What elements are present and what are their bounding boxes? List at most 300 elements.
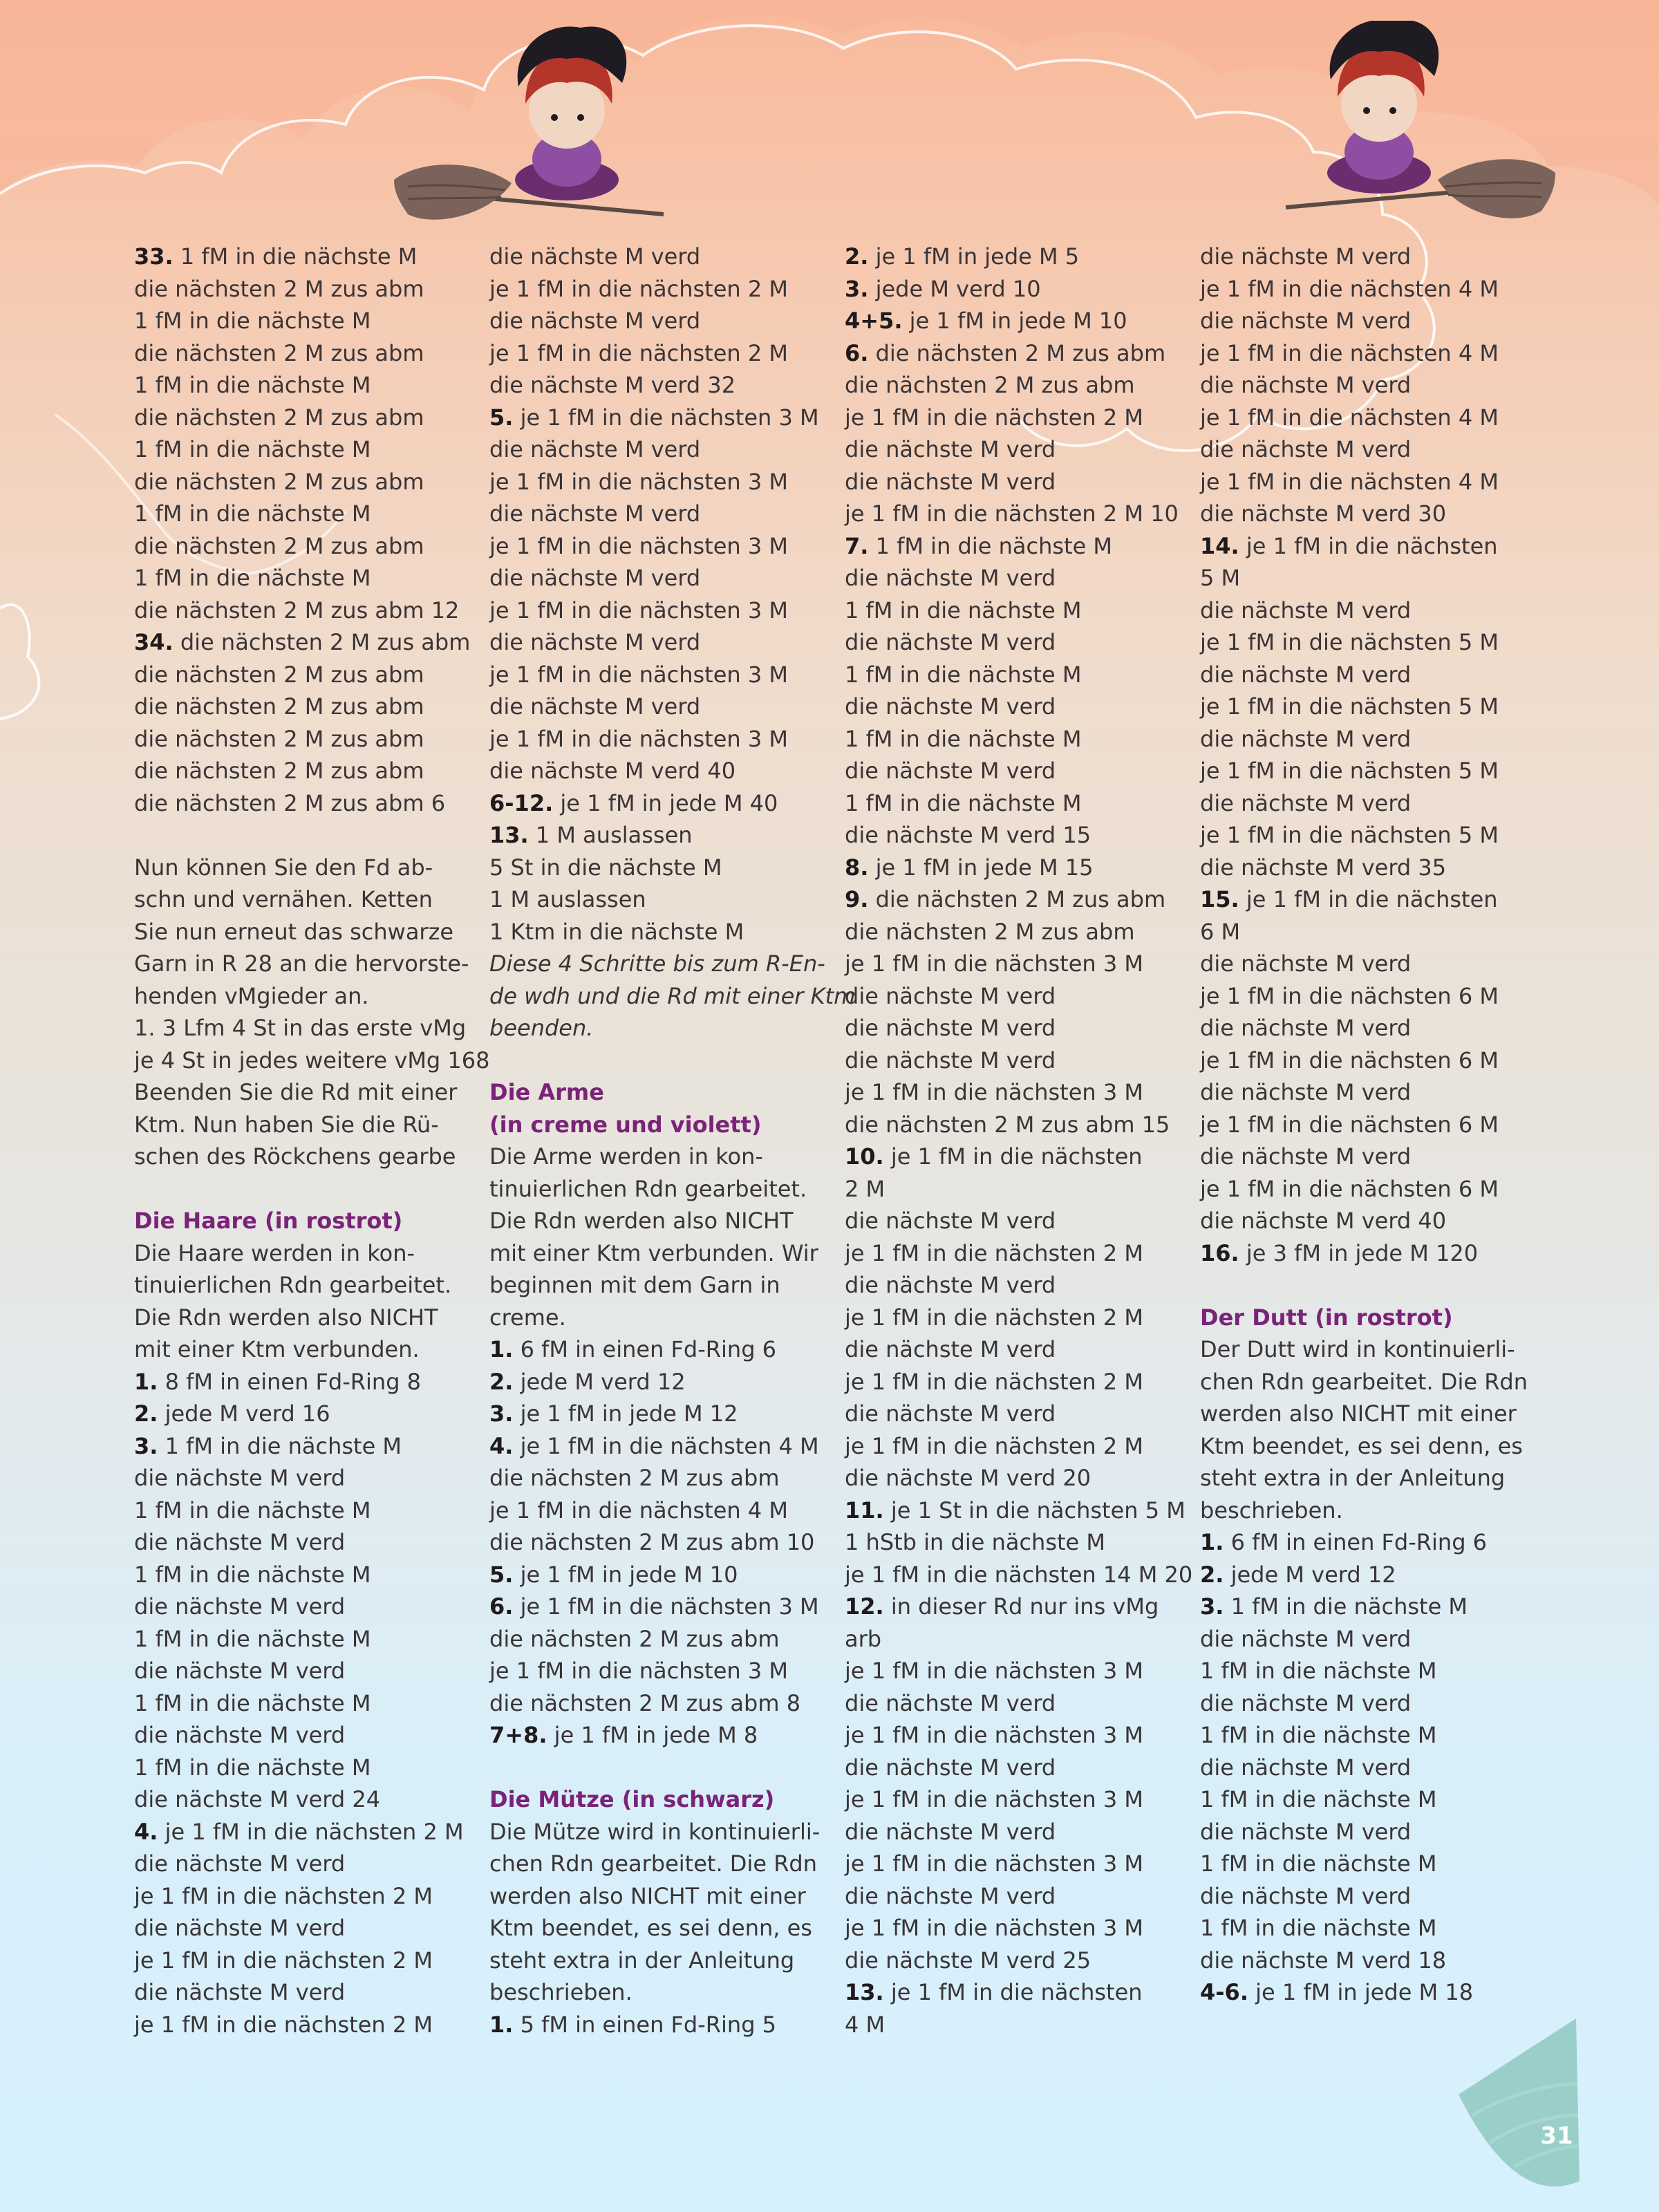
round-instruction: 1 fM in die nächste M xyxy=(1224,1593,1468,1620)
instruction-line: die nächste M verd xyxy=(489,308,701,334)
round-instruction: die nächsten 2 M zus abm xyxy=(868,886,1166,912)
round-number: 9. xyxy=(845,886,869,912)
instruction-line: Der Dutt wird in kontinuierli- xyxy=(1200,1336,1515,1362)
round-instruction: je 1 fM in die nächsten xyxy=(1239,886,1498,912)
instruction-line: 1 fM in die nächste M xyxy=(1200,1850,1437,1877)
instruction-line: die nächste M verd xyxy=(1200,1079,1412,1105)
instruction-line: 1 fM in die nächste M xyxy=(1200,1658,1437,1684)
instruction-line: die nächste M verd xyxy=(1200,243,1412,270)
instruction-line: 5 St in die nächste M xyxy=(489,854,722,881)
round-instruction: je 1 fM in die nächsten xyxy=(883,1979,1143,2005)
instruction-line: die nächste M verd xyxy=(845,1336,1056,1362)
round-instruction: je 1 fM in jede M 10 xyxy=(513,1561,738,1588)
instruction-line: je 1 fM in die nächsten 3 M xyxy=(845,1915,1143,1941)
round-number: 4. xyxy=(134,1818,158,1845)
instruction-line: die nächste M verd xyxy=(489,565,701,591)
instruction-line: die nächste M verd xyxy=(845,1689,1056,1716)
round-number: 1. xyxy=(489,1336,514,1362)
instruction-note: beenden. xyxy=(489,1015,594,1041)
instruction-line: je 1 fM in die nächsten 4 M xyxy=(1200,404,1499,431)
round-step xyxy=(845,1141,1190,1173)
instruction-line: 1 Ktm in die nächste M xyxy=(489,918,744,945)
instruction-line: je 1 fM in die nächsten 2 M xyxy=(845,1239,1143,1266)
instruction-line: je 1 fM in die nächsten 2 M xyxy=(489,275,788,302)
round-number: 1. xyxy=(1200,1529,1224,1555)
instruction-line: schn und vernähen. Ketten xyxy=(134,886,433,912)
round-number: 5. xyxy=(489,404,514,431)
instruction-line: die nächsten 2 M zus abm xyxy=(134,404,424,431)
instruction-line: die nächsten 2 M zus abm xyxy=(134,339,424,366)
round-number: 2. xyxy=(1200,1561,1224,1588)
instruction-line: je 1 fM in die nächsten 6 M xyxy=(1200,1175,1499,1202)
round-step xyxy=(1200,1976,1546,2009)
instruction-line: die nächsten 2 M zus abm xyxy=(134,725,424,752)
instruction-line: Nun können Sie den Fd ab- xyxy=(134,854,433,881)
instruction-line: die nächste M verd xyxy=(845,468,1056,495)
instruction-line: die nächsten 2 M zus abm xyxy=(134,693,424,720)
round-step xyxy=(134,1398,480,1430)
instruction-line: 6 M xyxy=(1200,918,1241,945)
round-instruction: je 1 fM in jede M 5 xyxy=(868,243,1080,270)
instruction-line: je 1 fM in die nächsten 3 M xyxy=(489,725,788,752)
round-step xyxy=(1200,883,1546,916)
instruction-line: die nächste M verd xyxy=(845,1208,1056,1234)
instruction-line: je 1 fM in die nächsten 2 M xyxy=(845,1304,1143,1331)
instruction-line: arb xyxy=(845,1625,882,1652)
round-instruction: je 1 fM in jede M 15 xyxy=(868,854,1094,881)
instruction-line: die nächste M verd xyxy=(134,1658,346,1684)
round-step xyxy=(1200,1591,1546,1623)
instruction-line: 1 fM in die nächste M xyxy=(845,597,1082,624)
round-number: 12. xyxy=(845,1593,884,1620)
instruction-line: die nächste M verd xyxy=(845,1754,1056,1781)
instruction-line: Beenden Sie die Rd mit einer xyxy=(134,1079,458,1105)
instruction-line: die nächsten 2 M zus abm xyxy=(845,372,1135,398)
instruction-line: die nächste M verd 35 xyxy=(1200,854,1447,881)
round-number: 6-12. xyxy=(489,789,554,816)
round-step xyxy=(134,1430,480,1463)
instruction-line: je 1 fM in die nächsten 3 M xyxy=(845,950,1143,977)
round-number: 2. xyxy=(845,243,869,270)
instruction-line: die nächste M verd xyxy=(845,1400,1056,1427)
instruction-line: henden vMgieder an. xyxy=(134,982,369,1009)
round-step xyxy=(134,626,480,659)
instruction-line: die nächste M verd 30 xyxy=(1200,500,1447,527)
round-instruction: jede M verd 12 xyxy=(513,1368,686,1395)
instruction-line: die nächste M verd xyxy=(489,436,701,462)
round-number: 15. xyxy=(1200,886,1239,912)
paragraph-spacer xyxy=(489,1752,835,1784)
round-number: 4. xyxy=(489,1432,514,1459)
witch-figure-icon xyxy=(1327,21,1438,194)
round-step xyxy=(845,1591,1190,1623)
round-instruction: 1 fM in die nächste M xyxy=(173,243,418,270)
round-number: 13. xyxy=(845,1979,884,2005)
instruction-line: die nächste M verd xyxy=(845,1015,1056,1041)
round-number: 3. xyxy=(1200,1593,1224,1620)
instruction-line: die nächste M verd xyxy=(845,565,1056,591)
instruction-line: 4 M xyxy=(845,2011,885,2038)
instruction-line: die nächsten 2 M zus abm 8 xyxy=(489,1689,801,1716)
instruction-line: die nächste M verd xyxy=(845,693,1056,720)
round-instruction: in dieser Rd nur ins vMg xyxy=(883,1593,1159,1620)
instruction-line: die nächste M verd 40 xyxy=(1200,1208,1447,1234)
round-instruction: die nächsten 2 M zus abm xyxy=(173,629,471,655)
round-number: 34. xyxy=(134,629,174,655)
round-instruction: 1 fM in die nächste M xyxy=(868,532,1113,559)
instruction-line: je 1 fM in die nächsten 6 M xyxy=(1200,1111,1499,1138)
instruction-line: die nächsten 2 M zus abm xyxy=(489,1465,780,1491)
instruction-line: 1. 3 Lfm 4 St in das erste vMg xyxy=(134,1015,467,1041)
round-instruction: 6 fM in einen Fd-Ring 6 xyxy=(1224,1529,1488,1555)
round-step xyxy=(134,241,480,273)
instruction-line: die nächsten 2 M zus abm 15 xyxy=(845,1111,1170,1138)
instruction-line: die nächste M verd xyxy=(134,1850,346,1877)
round-number: 1. xyxy=(134,1368,158,1395)
instruction-line: Ktm. Nun haben Sie die Rü- xyxy=(134,1111,439,1138)
instruction-line: die nächste M verd xyxy=(845,758,1056,784)
instruction-line: 1 hStb in die nächste M xyxy=(845,1529,1106,1555)
round-instruction: 5 fM in einen Fd-Ring 5 xyxy=(513,2011,777,2038)
instruction-line: die nächste M verd xyxy=(489,243,701,270)
round-instruction: je 1 fM in die nächsten xyxy=(1239,532,1498,559)
instruction-line: je 1 fM in die nächsten 2 M xyxy=(845,1432,1143,1459)
instruction-line: je 1 fM in die nächsten 2 M xyxy=(134,1882,433,1909)
paragraph-spacer xyxy=(134,819,480,852)
round-number: 13. xyxy=(489,822,529,848)
instruction-line: die nächsten 2 M zus abm xyxy=(134,532,424,559)
instruction-line: je 1 fM in die nächsten 4 M xyxy=(1200,275,1499,302)
round-step xyxy=(489,1719,835,1752)
instruction-line: 1 fM in die nächste M xyxy=(845,725,1082,752)
instruction-line: steht extra in der Anleitung xyxy=(489,1947,795,1974)
section-heading: Die Arme xyxy=(489,1079,604,1105)
round-step xyxy=(489,402,835,434)
instruction-line: die nächste M verd xyxy=(845,1818,1056,1845)
instruction-line: die nächsten 2 M zus abm xyxy=(134,275,424,302)
instruction-line: die nächste M verd xyxy=(489,629,701,655)
round-number: 7+8. xyxy=(489,1722,547,1748)
round-number: 14. xyxy=(1200,532,1239,559)
instruction-line: die nächste M verd xyxy=(134,1465,346,1491)
paragraph-spacer xyxy=(134,1173,480,1206)
instruction-line: werden also NICHT mit einer xyxy=(489,1882,806,1909)
instruction-line: 1 fM in die nächste M xyxy=(1200,1915,1437,1941)
round-number: 4-6. xyxy=(1200,1979,1248,2005)
round-step xyxy=(845,530,1190,563)
instruction-line: die nächste M verd xyxy=(845,1272,1056,1298)
round-number: 3. xyxy=(134,1432,158,1459)
instruction-line: die nächste M verd xyxy=(1200,1882,1412,1909)
round-instruction: jede M verd 12 xyxy=(1224,1561,1396,1588)
instruction-line: 1 fM in die nächste M xyxy=(134,372,371,398)
instruction-line: je 1 fM in die nächsten 3 M xyxy=(845,1786,1143,1812)
instruction-line: je 1 fM in die nächsten 3 M xyxy=(845,1658,1143,1684)
instruction-line: je 1 fM in die nächsten 6 M xyxy=(1200,982,1499,1009)
section-heading: Die Mütze (in schwarz) xyxy=(489,1786,775,1812)
instruction-line: creme. xyxy=(489,1304,566,1331)
instruction-line: die nächste M verd xyxy=(134,1529,346,1555)
instruction-line: Ktm beendet, es sei denn, es xyxy=(1200,1432,1523,1459)
instruction-line: steht extra in der Anleitung xyxy=(1200,1465,1506,1491)
round-instruction: je 1 fM in die nächsten xyxy=(883,1143,1143,1170)
instruction-line: je 1 fM in die nächsten 5 M xyxy=(1200,758,1499,784)
instruction-line: die nächste M verd 25 xyxy=(845,1947,1091,1974)
round-instruction: die nächsten 2 M zus abm xyxy=(868,339,1166,366)
round-number: 3. xyxy=(489,1400,514,1427)
instruction-line: die nächste M verd xyxy=(845,436,1056,462)
round-instruction: je 1 fM in jede M 8 xyxy=(547,1722,758,1748)
instruction-line: die nächste M verd xyxy=(489,693,701,720)
round-instruction: je 1 St in die nächsten 5 M xyxy=(883,1497,1185,1524)
instruction-line: die nächsten 2 M zus abm 10 xyxy=(489,1529,815,1555)
instruction-line: je 1 fM in die nächsten 2 M xyxy=(845,404,1143,431)
instruction-note: Diese 4 Schritte bis zum R-En- xyxy=(489,950,825,977)
instruction-line: Die Rdn werden also NICHT xyxy=(489,1208,794,1234)
instruction-line: je 1 fM in die nächsten 5 M xyxy=(1200,822,1499,848)
text-column-4 xyxy=(1200,241,1546,2009)
instruction-line: die nächste M verd xyxy=(845,1882,1056,1909)
round-step xyxy=(845,883,1190,916)
round-step xyxy=(845,1976,1190,2009)
instruction-line: 1 fM in die nächste M xyxy=(134,1561,371,1588)
round-step xyxy=(134,1366,480,1398)
instruction-line: die nächste M verd xyxy=(1200,950,1412,977)
round-number: 7. xyxy=(845,532,869,559)
round-step xyxy=(489,2009,835,2041)
witch-hat-decoration xyxy=(1459,2018,1597,2191)
text-column-3 xyxy=(845,241,1193,2041)
round-step xyxy=(845,305,1190,337)
instruction-line: die nächste M verd xyxy=(1200,1689,1412,1716)
instruction-line: mit einer Ktm verbunden. Wir xyxy=(489,1239,818,1266)
witch-on-broom-image-right xyxy=(1279,21,1555,228)
instruction-line: die nächste M verd xyxy=(134,1915,346,1941)
instruction-line: die nächste M verd xyxy=(1200,789,1412,816)
instruction-line: die nächste M verd xyxy=(134,1979,346,2005)
instruction-line: Die Arme werden in kon- xyxy=(489,1143,763,1170)
instruction-line: 1 fM in die nächste M xyxy=(845,789,1082,816)
round-step xyxy=(134,1816,480,1848)
instruction-line: beschrieben. xyxy=(1200,1497,1343,1524)
instruction-line: Die Rdn werden also NICHT xyxy=(134,1304,438,1331)
section-heading: Die Haare (in rostrot) xyxy=(134,1208,403,1234)
round-number: 1. xyxy=(489,2011,514,2038)
instruction-line: die nächste M verd xyxy=(845,629,1056,655)
page-number: 31 xyxy=(1540,2122,1573,2150)
instruction-line: die nächste M verd xyxy=(1200,1818,1412,1845)
instruction-line: je 1 fM in die nächsten 4 M xyxy=(489,1497,788,1524)
instruction-line: je 1 fM in die nächsten 3 M xyxy=(489,532,788,559)
round-instruction: jede M verd 10 xyxy=(868,275,1041,302)
instruction-line: die nächste M verd xyxy=(845,1047,1056,1074)
instruction-line: die nächsten 2 M zus abm xyxy=(845,918,1135,945)
round-step xyxy=(845,241,1190,273)
section-heading: Der Dutt (in rostrot) xyxy=(1200,1304,1453,1331)
instruction-line: die nächsten 2 M zus abm 12 xyxy=(134,597,460,624)
instruction-line: je 1 fM in die nächsten 4 M xyxy=(1200,339,1499,366)
instruction-line: chen Rdn gearbeitet. Die Rdn xyxy=(489,1850,818,1877)
instruction-line: 1 fM in die nächste M xyxy=(134,500,371,527)
instruction-line: die nächste M verd xyxy=(1200,1015,1412,1041)
instruction-line: tinuierlichen Rdn gearbeitet. xyxy=(134,1272,452,1298)
instruction-line: schen des Röckchens gearbe xyxy=(134,1143,456,1170)
instruction-line: Garn in R 28 an die hervorste- xyxy=(134,950,469,977)
witch-on-broom-image xyxy=(394,21,671,228)
instruction-line: 1 fM in die nächste M xyxy=(134,565,371,591)
text-column-1 xyxy=(134,241,490,2041)
round-step xyxy=(489,1398,835,1430)
instruction-line: die nächste M verd 24 xyxy=(134,1786,381,1812)
instruction-line: 1 fM in die nächste M xyxy=(134,1497,371,1524)
round-instruction: 8 fM in einen Fd-Ring 8 xyxy=(158,1368,422,1395)
round-number: 6. xyxy=(845,339,869,366)
instruction-line: je 4 St in jedes weitere vMg 168 xyxy=(134,1047,490,1074)
instruction-line: je 1 fM in die nächsten 2 M xyxy=(845,1368,1143,1395)
instruction-line: die nächste M verd 15 xyxy=(845,822,1091,848)
round-instruction: je 1 fM in die nächsten 3 M xyxy=(513,1593,819,1620)
instruction-line: je 1 fM in die nächsten 3 M xyxy=(845,1722,1143,1748)
instruction-line: je 1 fM in die nächsten 3 M xyxy=(845,1079,1143,1105)
instruction-line: Sie nun erneut das schwarze xyxy=(134,918,454,945)
instruction-line: 1 fM in die nächste M xyxy=(1200,1786,1437,1812)
instruction-line: chen Rdn gearbeitet. Die Rdn xyxy=(1200,1368,1528,1395)
round-step xyxy=(845,273,1190,306)
instruction-line: je 1 fM in die nächsten 5 M xyxy=(1200,693,1499,720)
round-instruction: 1 fM in die nächste M xyxy=(158,1432,402,1459)
cloud-outline-left xyxy=(0,605,39,719)
instruction-line: die nächste M verd xyxy=(134,1722,346,1748)
instruction-line: je 1 fM in die nächsten 6 M xyxy=(1200,1047,1499,1074)
instruction-line: je 1 fM in die nächsten 3 M xyxy=(845,1850,1143,1877)
round-step xyxy=(845,852,1190,884)
instruction-line: die nächste M verd 32 xyxy=(489,372,736,398)
instruction-line: 1 fM in die nächste M xyxy=(1200,1722,1437,1748)
instruction-line: die nächste M verd xyxy=(489,500,701,527)
round-step xyxy=(845,1494,1190,1527)
paragraph-spacer xyxy=(489,1044,835,1077)
instruction-line: je 1 fM in die nächsten 2 M 10 xyxy=(845,500,1179,527)
round-instruction: je 1 fM in die nächsten 4 M xyxy=(513,1432,819,1459)
instruction-line: Die Mütze wird in kontinuierli- xyxy=(489,1818,821,1845)
instruction-line: die nächsten 2 M zus abm xyxy=(134,661,424,688)
instruction-line: beschrieben. xyxy=(489,1979,632,2005)
round-step xyxy=(489,819,835,852)
round-instruction: je 1 fM in jede M 18 xyxy=(1248,1979,1474,2005)
instruction-line: die nächste M verd xyxy=(1200,661,1412,688)
instruction-line: 5 M xyxy=(1200,565,1241,591)
instruction-line: je 1 fM in die nächsten 14 M 20 xyxy=(845,1561,1193,1588)
instruction-note: de wdh und die Rd mit einer Ktm xyxy=(489,982,856,1009)
instruction-line: die nächsten 2 M zus abm xyxy=(134,468,424,495)
instruction-line: je 1 fM in die nächsten 3 M xyxy=(489,468,788,495)
instruction-line: Die Haare werden in kon- xyxy=(134,1239,415,1266)
round-number: 10. xyxy=(845,1143,884,1170)
instruction-line: je 1 fM in die nächsten 4 M xyxy=(1200,468,1499,495)
round-step xyxy=(489,1366,835,1398)
instruction-line: mit einer Ktm verbunden. xyxy=(134,1336,420,1362)
instruction-line: je 1 fM in die nächsten 2 M xyxy=(489,339,788,366)
instruction-line: 1 fM in die nächste M xyxy=(134,1754,371,1781)
instruction-line: je 1 fM in die nächsten 2 M xyxy=(134,2011,433,2038)
instruction-line: die nächste M verd xyxy=(1200,1625,1412,1652)
round-step xyxy=(489,1333,835,1366)
instruction-line: die nächsten 2 M zus abm xyxy=(489,1625,780,1652)
instruction-line: werden also NICHT mit einer xyxy=(1200,1400,1517,1427)
paragraph-spacer xyxy=(1200,1269,1546,1302)
round-instruction: je 1 fM in die nächsten 2 M xyxy=(158,1818,464,1845)
instruction-line: die nächste M verd xyxy=(845,982,1056,1009)
instruction-line: Ktm beendet, es sei denn, es xyxy=(489,1915,812,1941)
round-number: 16. xyxy=(1200,1239,1239,1266)
round-number: 11. xyxy=(845,1497,884,1524)
round-number: 5. xyxy=(489,1561,514,1588)
round-number: 33. xyxy=(134,243,174,270)
instruction-line: beginnen mit dem Garn in xyxy=(489,1272,780,1298)
instruction-line: die nächste M verd 18 xyxy=(1200,1947,1447,1974)
round-step xyxy=(1200,1559,1546,1591)
instruction-line: die nächste M verd xyxy=(1200,597,1412,624)
instruction-line: die nächste M verd xyxy=(1200,308,1412,334)
round-step xyxy=(1200,1237,1546,1270)
instruction-line: 1 fM in die nächste M xyxy=(134,436,371,462)
instruction-line: die nächste M verd xyxy=(1200,1754,1412,1781)
round-instruction: je 3 fM in jede M 120 xyxy=(1239,1239,1479,1266)
instruction-line: die nächste M verd 40 xyxy=(489,758,736,784)
round-instruction: jede M verd 16 xyxy=(158,1400,330,1427)
round-step xyxy=(489,787,835,820)
round-step xyxy=(1200,530,1546,563)
instruction-line: je 1 fM in die nächsten 3 M xyxy=(489,661,788,688)
round-instruction: 6 fM in einen Fd-Ring 6 xyxy=(513,1336,777,1362)
instruction-line: die nächste M verd xyxy=(1200,436,1412,462)
instruction-line: 1 fM in die nächste M xyxy=(845,661,1082,688)
round-number: 3. xyxy=(845,275,869,302)
instruction-line: je 1 fM in die nächsten 2 M xyxy=(134,1947,433,1974)
round-step xyxy=(1200,1526,1546,1559)
witch-figure-icon xyxy=(515,26,626,200)
instruction-line: je 1 fM in die nächsten 5 M xyxy=(1200,629,1499,655)
instruction-line: die nächste M verd xyxy=(1200,725,1412,752)
instruction-line: die nächste M verd xyxy=(134,1593,346,1620)
section-heading: (in creme und violett) xyxy=(489,1111,762,1138)
round-instruction: je 1 fM in jede M 10 xyxy=(902,308,1127,334)
round-number: 2. xyxy=(489,1368,514,1395)
instruction-line: 1 fM in die nächste M xyxy=(134,308,371,334)
round-number: 8. xyxy=(845,854,869,881)
instruction-line: die nächste M verd xyxy=(1200,1143,1412,1170)
round-step xyxy=(489,1591,835,1623)
round-instruction: 1 M auslassen xyxy=(528,822,693,848)
round-number: 2. xyxy=(134,1400,158,1427)
round-number: 4+5. xyxy=(845,308,903,334)
instruction-line: die nächste M verd xyxy=(1200,372,1412,398)
instruction-line: je 1 fM in die nächsten 3 M xyxy=(489,1658,788,1684)
round-instruction: je 1 fM in jede M 40 xyxy=(553,789,778,816)
round-step xyxy=(489,1559,835,1591)
instruction-line: je 1 fM in die nächsten 3 M xyxy=(489,597,788,624)
text-column-2 xyxy=(489,241,856,2041)
instruction-line: die nächsten 2 M zus abm xyxy=(134,758,424,784)
round-step xyxy=(489,1430,835,1463)
instruction-line: 1 M auslassen xyxy=(489,886,646,912)
round-instruction: je 1 fM in die nächsten 3 M xyxy=(513,404,819,431)
round-number: 6. xyxy=(489,1593,514,1620)
round-step xyxy=(845,337,1190,370)
instruction-line: tinuierlichen Rdn gearbeitet. xyxy=(489,1175,807,1202)
instruction-line: die nächste M verd 20 xyxy=(845,1465,1091,1491)
instruction-line: 2 M xyxy=(845,1175,885,1202)
